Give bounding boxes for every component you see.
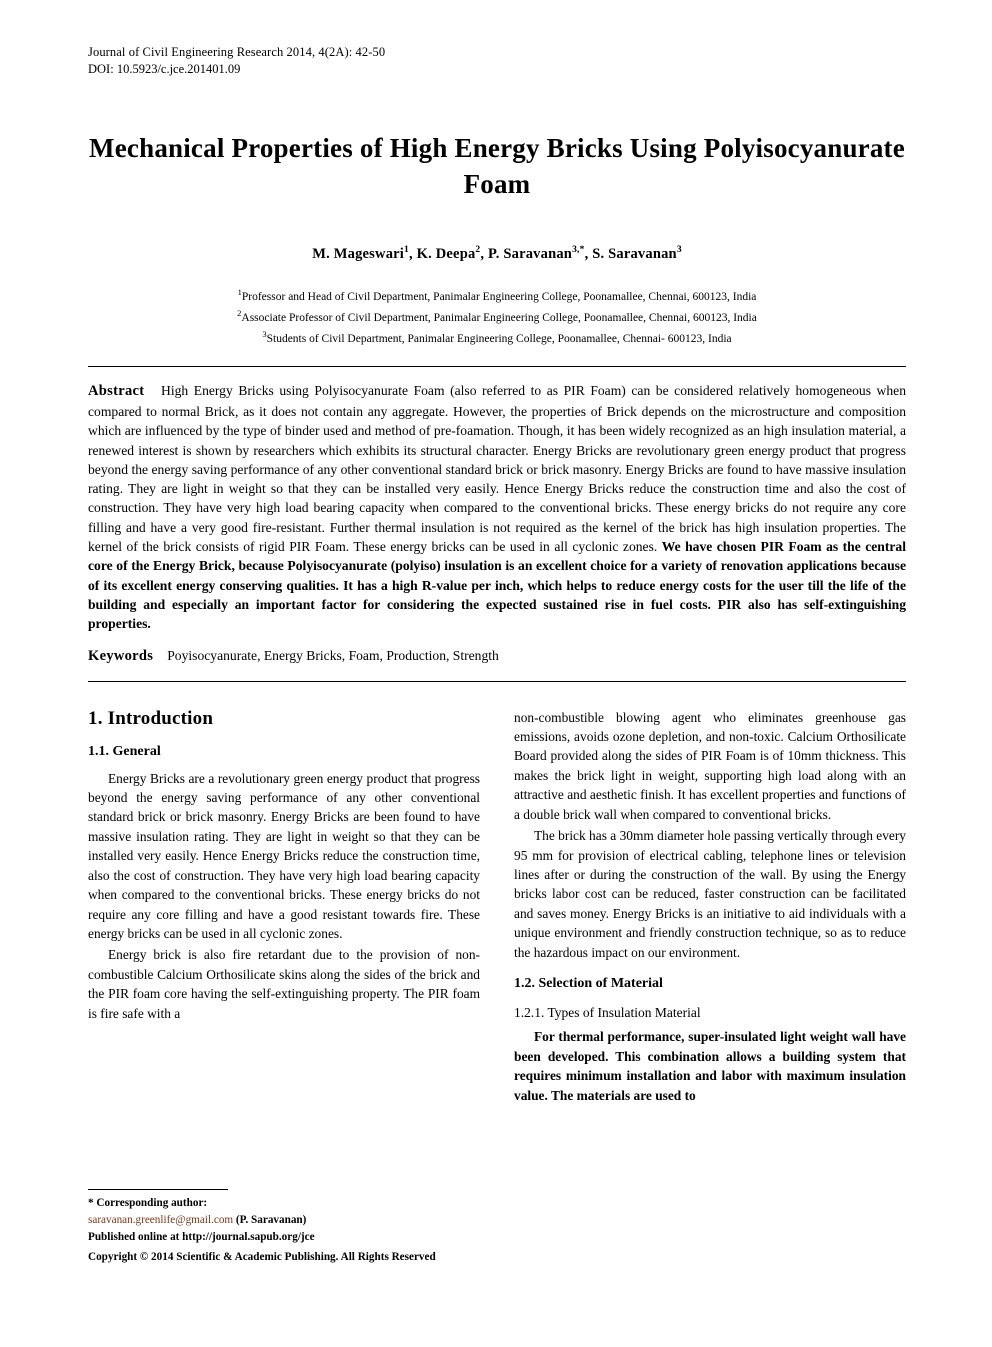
affiliation-3: $^3$Students of Civil Department, Panimalar Engineering College, Poonamallee, Chennai- 600123, India: [262, 328, 732, 345]
email-author-name: (P. Saravanan): [235, 1213, 307, 1226]
doi-line: DOI: 10.5923/c.jce.201401.09: [88, 61, 241, 76]
author-list: M. Mageswari$^1$, K. Deepa$^2$, P. Saravanan$^{3,*}$, S. Saravanan$^3$: [312, 244, 682, 262]
paragraph: non-combustible blowing agent who eliminates greenhouse gas emissions, avoids ozone depletion, and non-toxic. Calcium Orthosilicate Board provided along the sides of PIR Foam is of 10mm thickness. This makes the brick light in weight, supporting high load along with an attractive and aesthetic finish. It has excellent properties and functions of a double brick wall when compared to conventional bricks.: [514, 709, 906, 822]
abstract-label: Abstract: [88, 383, 145, 400]
footnote-divider: [88, 1189, 228, 1190]
divider-bottom: [88, 681, 906, 682]
two-column-body: [88, 708, 906, 1107]
divider-top: [88, 366, 906, 367]
footnote-block: [88, 1189, 480, 1266]
abstract-text-bold: We have chosen PIR Foam as the central core of the Energy Brick, because Polyisocyanurate (polyiso) insulation is an excellent choice for a variety of renovation applications because of its excellent energy conserving qualities. It has a high R-value per inch, which helps to reduce energy costs for the user till the life of the building and especially an important factor for considering the expected sustained rise in fuel costs. PIR also has self-extinguishing properties.: [88, 539, 907, 632]
affiliation-1: $^1$Professor and Head of Civil Department, Panimalar Engineering College, Poonamallee, Chennai, 600123, India: [237, 287, 757, 304]
page-title: Mechanical Properties of High Energy Bricks Using Polyisocyanurate Foam: [89, 132, 905, 200]
left-column: [88, 708, 480, 1107]
affiliations-block: [88, 286, 906, 348]
keywords-block: [88, 648, 906, 665]
paragraph: The brick has a 30mm diameter hole passing vertically through every 95 mm for provision of electrical cabling, telephone lines or television lines after or during the construction of the wall. By using the Energy bricks labor cost can be reduced, faster construction can be facilitated and saves money. Energy Bricks is an initiative to aid individuals with a unique environment and friendly construction technique, so as to reduce the hazardous impact on our environment.: [514, 828, 906, 960]
paragraph: Energy Bricks are a revolutionary green energy product that progress beyond the energy saving performance of any other conventional standard brick or brick masonry. Energy Bricks are been found to have massive insulation rating. They are light in weight so that they can be installed very easily. Hence Energy Bricks reduce the construction time, also the cost of construction. They have very high load bearing capacity when compared to the conventional bricks. These energy bricks do not require any core filling and have a good resistant towards fire. These energy bricks can be used in all cyclonic zones.: [88, 770, 480, 942]
subsection-heading-selection-of-material: 1.2. Selection of Material: [514, 976, 663, 992]
copyright-line: Copyright © 2014 Scientific & Academic Publishing. All Rights Reserved: [88, 1251, 436, 1264]
paper-content: [88, 44, 906, 1107]
abstract-text-1: High Energy Bricks using Polyisocyanurate Foam (also referred to as PIR Foam) can be considered relatively homogeneous when compared to normal Brick, as it does not contain any aggregate. However, the properties of Brick depends on the microstructure and composition which are influenced by the type of binder used and method of pre-foamation. Though, it has been widely recognized as an high insulation material, a renewed interest is shown by researchers which exhibits its structural character.: [88, 383, 906, 458]
email-text: saravanan.greenlife@gmail.com: [88, 1213, 234, 1226]
section-heading-introduction: 1. Introduction: [88, 707, 214, 729]
affiliation-2: $^2$Associate Professor of Civil Department, Panimalar Engineering College, Poonamallee, Chennai, 600123, India: [237, 308, 757, 324]
keywords-label: Keywords: [88, 647, 154, 664]
journal-citation-line: Journal of Civil Engineering Research 2014, 4(2A): 42-50: [88, 45, 386, 59]
abstract-block: [88, 381, 906, 633]
corresponding-author-label: * Corresponding author:: [88, 1197, 208, 1209]
paragraph: Energy brick is also fire retardant due to the provision of non-combustible Calcium Orthosilicate skins along the sides of the brick and the PIR foam core having the self-extinguishing property. The PIR foam is fire safe with a: [88, 947, 480, 1021]
published-online-line[interactable]: Published online at http://journal.sapub.org/jce: [88, 1230, 315, 1243]
keywords-text: Poyisocyanurate, Energy Bricks, Foam, Production, Strength: [167, 647, 499, 663]
corresponding-author-email[interactable]: [88, 1212, 480, 1229]
paragraph: For thermal performance, super-insulated light weight wall have been developed. This combination allows a building system that requires minimum installation and labor with maximum insulation value. The materials are used to: [514, 1029, 906, 1103]
subsection-heading-general: 1.1. General: [88, 743, 161, 759]
subsubsection-heading-types-of-insulation-material: 1.2.1. Types of Insulation Material: [514, 1005, 701, 1021]
abstract-text-2: Energy Bricks are revolutionary green energy product that progress beyond the energy saving performance of any other conventional standard brick or brick masonry. Energy Bricks are found to have massive insulation rating. They are light in weight so that they can be installed very easily. Hence Energy Bricks reduce the construction time and also the cost of construction. They have very high load bearing capacity when compared to the conventional bricks. These energy bricks do not require any core filling and have a very good fire-resistant. Further thermal insulation is not required as the kernel of the brick has high insulation properties. The kernel of the brick consists of rigid PIR Foam. These energy bricks can be used in all cyclonic zones.: [88, 442, 906, 555]
right-column: [514, 708, 906, 1107]
